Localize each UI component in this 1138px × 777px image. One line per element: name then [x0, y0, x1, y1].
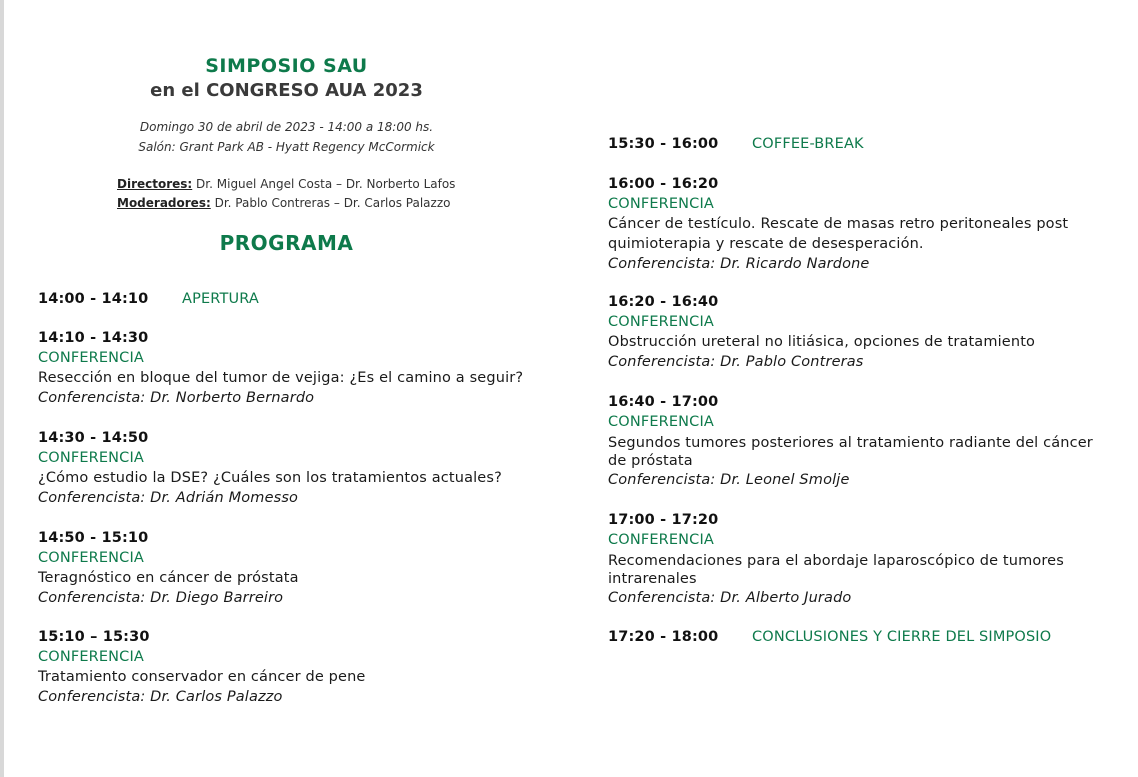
session-topic: Recomendaciones para el abordaje laparoscópico de tumores: [608, 553, 1064, 569]
symposium-title: SIMPOSIO SAU: [205, 55, 368, 77]
session-time: 14:10 - 14:30: [38, 330, 149, 346]
session-type: CONFERENCIA: [38, 649, 144, 665]
session-speaker: Conferencista: Dr. Pablo Contreras: [608, 354, 864, 370]
session-block: [38, 528, 558, 608]
session-time: 15:10 – 15:30: [38, 629, 150, 645]
symposium-subtitle: en el CONGRESO AUA 2023: [150, 80, 423, 101]
session-block: [608, 392, 1108, 490]
session-type: CONFERENCIA: [38, 350, 144, 366]
page-edge: [0, 0, 4, 777]
coffee-break-row: [608, 134, 1108, 154]
session-type: CONFERENCIA: [608, 314, 714, 330]
session-block: [38, 627, 558, 707]
session-speaker: Conferencista: Dr. Alberto Jurado: [608, 590, 852, 606]
session-topic: Resección en bloque del tumor de vejiga: ¿Es el camino a seguir?: [38, 370, 524, 386]
moderadores-names: Dr. Pablo Contreras – Dr. Carlos Palazzo: [210, 196, 451, 210]
directores-names: Dr. Miguel Angel Costa – Dr. Norberto Lafos: [192, 177, 456, 191]
moderadores-label: Moderadores:: [117, 196, 211, 210]
session-time: 17:00 - 17:20: [608, 512, 719, 528]
apertura-row: [38, 289, 558, 309]
session-time: 14:50 - 15:10: [38, 530, 149, 546]
session-time: 16:20 - 16:40: [608, 294, 719, 310]
session-topic: Segundos tumores posteriores al tratamiento radiante del cáncer: [608, 435, 1093, 451]
date-line: Domingo 30 de abril de 2023 - 14:00 a 18:00 hs.: [139, 120, 434, 134]
session-time: 16:00 - 16:20: [608, 176, 719, 192]
session-label: APERTURA: [182, 291, 259, 307]
session-speaker: Conferencista: Dr. Norberto Bernardo: [38, 390, 315, 406]
session-type: CONFERENCIA: [38, 550, 144, 566]
session-block: [38, 428, 558, 508]
session-topic-cont: intrarenales: [608, 571, 697, 587]
session-topic: ¿Cómo estudio la DSE? ¿Cuáles son los tratamientos actuales?: [38, 470, 502, 486]
session-speaker: Conferencista: Dr. Leonel Smolje: [608, 472, 850, 488]
moderadores-line: [117, 196, 450, 210]
session-speaker: Conferencista: Dr. Diego Barreiro: [38, 590, 284, 606]
session-type: CONFERENCIA: [38, 450, 144, 466]
session-block: [608, 292, 1108, 372]
session-block: [38, 328, 558, 408]
session-time: 14:30 - 14:50: [38, 430, 149, 446]
session-time: 17:20 - 18:00: [608, 629, 719, 645]
session-topic: Tratamiento conservador en cáncer de pene: [38, 669, 366, 685]
session-topic: Obstrucción ureteral no litiásica, opciones de tratamiento: [608, 334, 1036, 350]
session-topic-cont: de próstata: [608, 453, 693, 469]
programa-heading: PROGRAMA: [219, 231, 354, 255]
session-topic: Teragnóstico en cáncer de próstata: [38, 570, 299, 586]
session-block: [608, 510, 1108, 608]
session-type: CONFERENCIA: [608, 196, 714, 212]
session-speaker: Conferencista: Dr. Carlos Palazzo: [38, 689, 283, 705]
directores-label: Directores:: [117, 177, 193, 191]
session-time: 14:00 - 14:10: [38, 291, 149, 307]
session-label: CONCLUSIONES Y CIERRE DEL SIMPOSIO: [752, 629, 1052, 645]
session-type: CONFERENCIA: [608, 532, 714, 548]
session-speaker: Conferencista: Dr. Ricardo Nardone: [608, 256, 870, 272]
session-time: 15:30 - 16:00: [608, 136, 719, 152]
session-block: [608, 174, 1108, 274]
session-topic-cont: quimioterapia y rescate de desesperación.: [608, 236, 924, 252]
session-type: CONFERENCIA: [608, 414, 714, 430]
session-topic: Cáncer de testículo. Rescate de masas retro peritoneales post: [608, 216, 1069, 232]
directores-line: [117, 177, 455, 191]
session-label: COFFEE-BREAK: [752, 136, 864, 152]
closing-row: [608, 627, 1128, 647]
session-speaker: Conferencista: Dr. Adrián Momesso: [38, 490, 299, 506]
venue-line: Salón: Grant Park AB - Hyatt Regency McCormick: [138, 140, 435, 154]
session-time: 16:40 - 17:00: [608, 394, 719, 410]
